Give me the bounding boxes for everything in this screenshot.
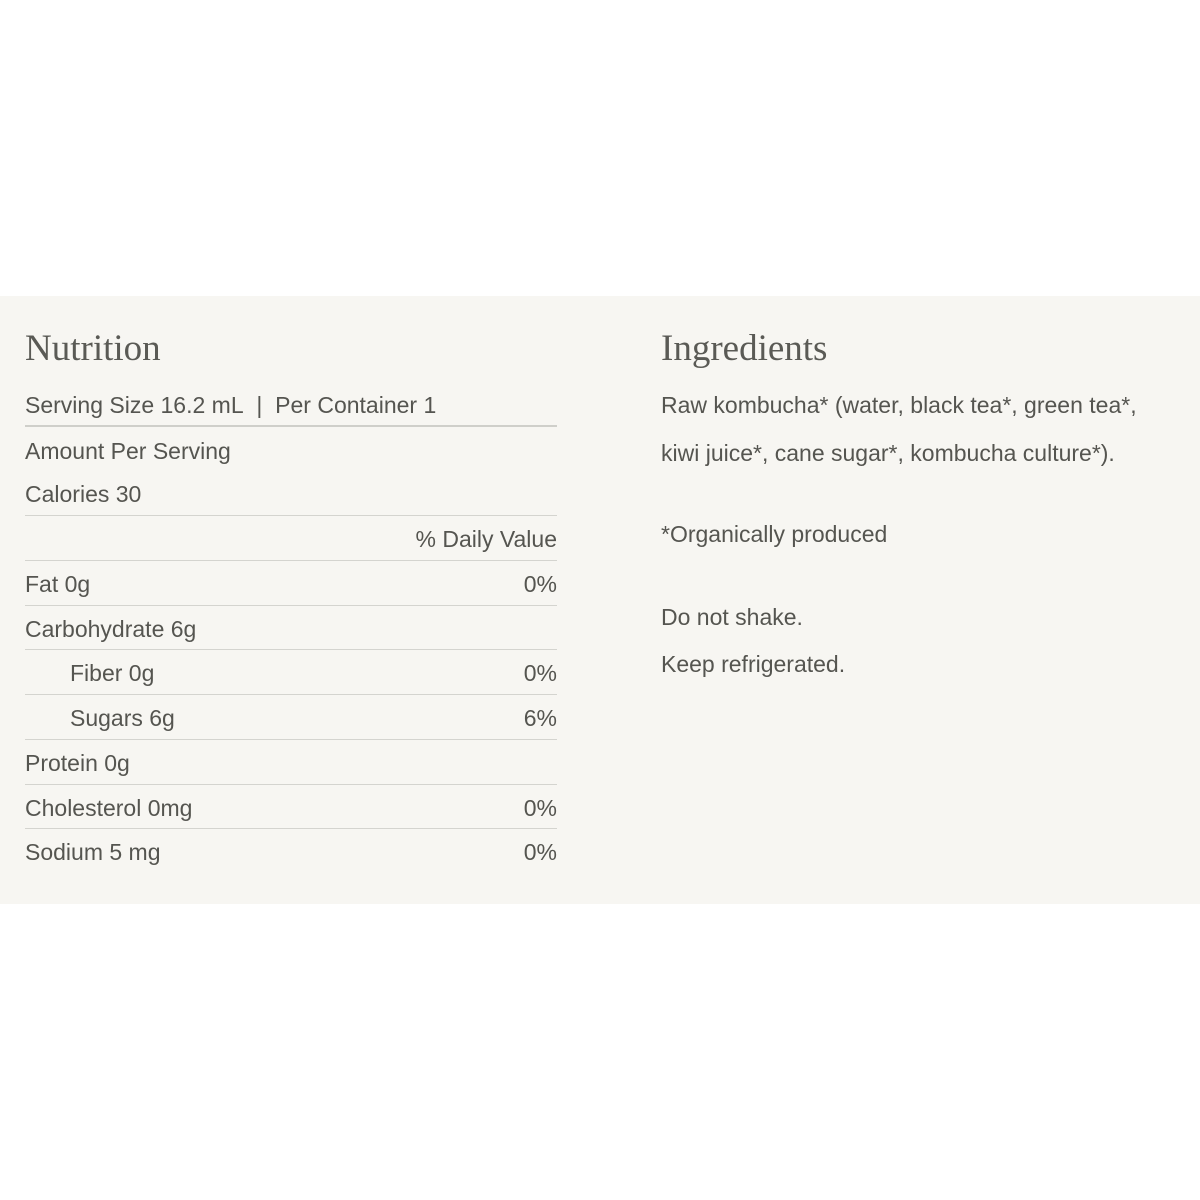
daily-value-header: % Daily Value bbox=[415, 526, 557, 552]
nutrient-row bbox=[25, 617, 557, 641]
nutrient-row bbox=[25, 796, 557, 820]
serving-info bbox=[25, 394, 557, 417]
nutrient-row bbox=[25, 661, 557, 685]
row-divider bbox=[25, 560, 557, 561]
nutrient-daily-value: 6% bbox=[523, 705, 557, 731]
nutrient-label: Fat 0g bbox=[25, 571, 91, 597]
nutrient-row bbox=[25, 840, 557, 864]
per-container: Per Container 1 bbox=[275, 392, 437, 418]
nutrient-row bbox=[25, 706, 557, 730]
nutrient-daily-value: 0% bbox=[523, 660, 557, 686]
ingredients-line-1: Raw kombucha* (water, black tea*, green tea*, bbox=[661, 392, 1137, 418]
serving-size: Serving Size 16.2 mL bbox=[25, 392, 244, 418]
nutrient-label: Sodium 5 mg bbox=[25, 839, 161, 865]
nutrient-row bbox=[25, 572, 557, 596]
nutrition-heading: Nutrition bbox=[25, 328, 161, 369]
nutrient-label: Carbohydrate 6g bbox=[25, 616, 197, 642]
amount-per-serving: Amount Per Serving bbox=[25, 438, 231, 464]
row-divider bbox=[25, 694, 557, 695]
row-divider bbox=[25, 649, 557, 650]
instruction-refrigerate: Keep refrigerated. bbox=[661, 651, 846, 677]
nutrient-daily-value: 0% bbox=[523, 839, 557, 865]
calories: Calories 30 bbox=[25, 481, 142, 507]
row-divider bbox=[25, 739, 557, 740]
row-divider bbox=[25, 605, 557, 606]
ingredients-line-2: kiwi juice*, cane sugar*, kombucha culture*). bbox=[661, 440, 1115, 466]
calories-divider bbox=[25, 515, 557, 516]
nutrient-label: Sugars 6g bbox=[70, 705, 175, 731]
organic-note: *Organically produced bbox=[661, 521, 888, 547]
daily-value-header-row bbox=[25, 527, 557, 551]
row-divider bbox=[25, 784, 557, 785]
nutrient-label: Protein 0g bbox=[25, 750, 130, 776]
nutrient-label: Cholesterol 0mg bbox=[25, 795, 193, 821]
serving-divider bbox=[25, 425, 557, 427]
nutrient-label: Fiber 0g bbox=[70, 660, 155, 686]
nutrient-daily-value: 0% bbox=[523, 571, 557, 597]
row-divider bbox=[25, 828, 557, 829]
serving-separator: | bbox=[256, 392, 263, 418]
nutrient-daily-value: 0% bbox=[523, 795, 557, 821]
ingredients-heading: Ingredients bbox=[661, 328, 828, 369]
nutrient-row bbox=[25, 751, 557, 775]
instruction-shake: Do not shake. bbox=[661, 604, 803, 630]
